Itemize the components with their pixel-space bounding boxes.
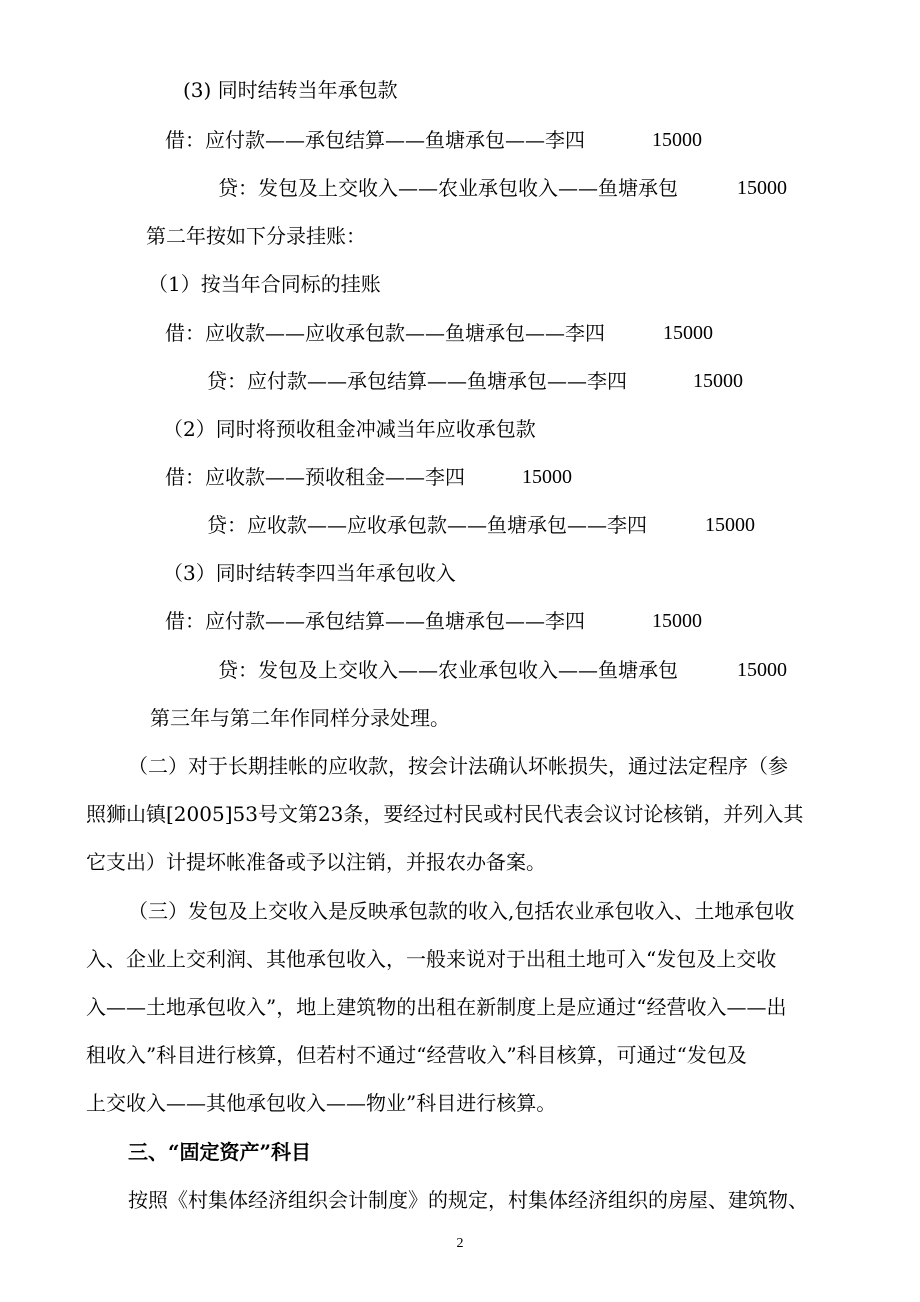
entry-line: 借：应付款——承包结算——鱼塘承包——李四 <box>165 609 585 633</box>
entry-amount: 15000 <box>737 659 787 681</box>
section-heading: 三、“固定资产”科目 <box>128 1140 312 1164</box>
paragraph-3-line: 入——土地承包收入”，地上建筑物的出租在新制度上是应通过“经营收入——出 <box>86 995 787 1019</box>
entry-amount: 15000 <box>663 322 713 344</box>
entry-line: 贷：发包及上交收入——农业承包收入——鱼塘承包 <box>218 176 678 200</box>
entry-amount: 15000 <box>652 610 702 632</box>
entry-line: （2）同时将预收租金冲减当年应收承包款 <box>163 417 536 441</box>
entry-amount: 15000 <box>652 129 702 151</box>
entry-line: （3）同时结转李四当年承包收入 <box>163 561 456 585</box>
entry-line: （1）按当年合同标的挂账 <box>148 272 381 296</box>
entry-amount: 15000 <box>705 514 755 536</box>
paragraph-4-line: 按照《村集体经济组织会计制度》的规定，村集体经济组织的房屋、建筑物、 <box>128 1188 808 1212</box>
page-number: 2 <box>456 1236 464 1251</box>
paragraph-3-line: 租收入”科目进行核算，但若村不通过“经营收入”科目核算，可通过“发包及 <box>86 1043 747 1067</box>
entry-line: 第三年与第二年作同样分录处理。 <box>150 706 450 730</box>
paragraph-2-line: 照狮山镇[2005]53号文第23条，要经过村民或村民代表会议讨论核销，并列入其 <box>86 802 804 826</box>
entry-line: 贷：应收款——应收承包款——鱼塘承包——李四 <box>207 513 647 537</box>
entry-line: (3) 同时结转当年承包款 <box>183 78 398 102</box>
entry-line: 贷：发包及上交收入——农业承包收入——鱼塘承包 <box>218 658 678 682</box>
entry-amount: 15000 <box>522 466 572 488</box>
paragraph-2-line: 它支出）计提坏帐准备或予以注销，并报农办备案。 <box>86 850 546 874</box>
entry-amount: 15000 <box>693 370 743 392</box>
entry-line: 借：应付款——承包结算——鱼塘承包——李四 <box>165 128 585 152</box>
paragraph-2-line: （二）对于长期挂帐的应收款，按会计法确认坏帐损失，通过法定程序（参 <box>128 754 788 778</box>
entry-line: 借：应收款——预收租金——李四 <box>165 465 465 489</box>
entry-amount: 15000 <box>737 177 787 199</box>
entry-line: 借：应收款——应收承包款——鱼塘承包——李四 <box>165 321 605 345</box>
entry-line: 第二年按如下分录挂账： <box>146 224 366 248</box>
paragraph-3-line: （三）发包及上交收入是反映承包款的收入,包括农业承包收入、土地承包收 <box>128 899 795 923</box>
entry-line: 贷：应付款——承包结算——鱼塘承包——李四 <box>207 369 627 393</box>
paragraph-3-line: 上交收入——其他承包收入——物业”科目进行核算。 <box>86 1091 557 1115</box>
paragraph-3-line: 入、企业上交利润、其他承包收入，一般来说对于出租土地可入“发包及上交收 <box>86 947 777 971</box>
